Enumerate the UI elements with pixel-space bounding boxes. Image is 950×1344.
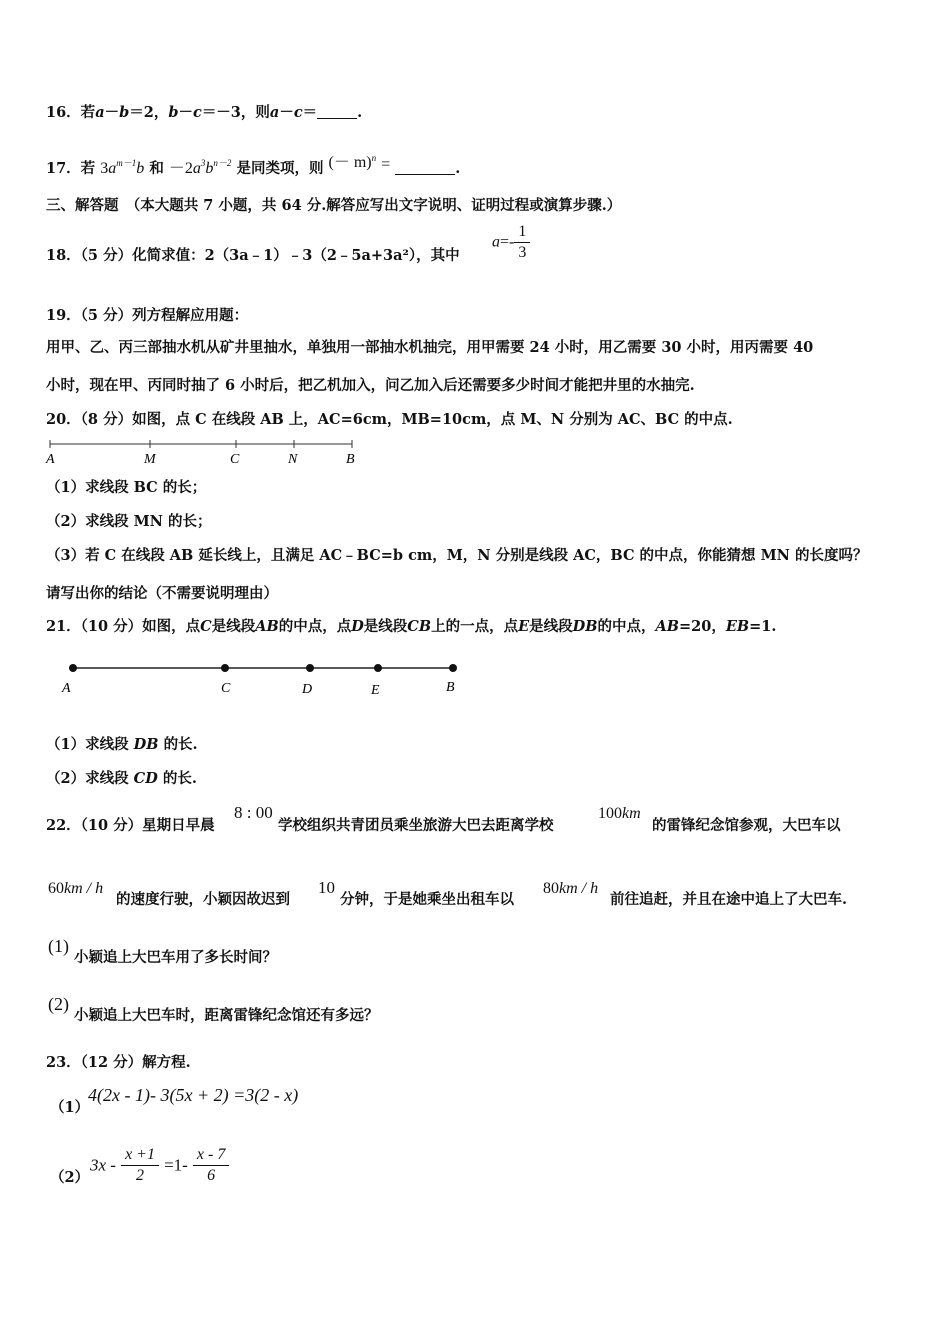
label-a: A xyxy=(62,681,71,696)
question-22-line1c: 的雷锋纪念馆参观，大巴车以 xyxy=(652,817,841,834)
q22-speed1: 60km / h xyxy=(48,880,104,897)
question-22-line2a: 的速度行驶，小颖因故迟到 xyxy=(116,891,290,908)
question-23-title: 23．（12 分）解方程. xyxy=(46,1054,191,1071)
question-20-title: 20．（8 分）如图，点 C 在线段 AB 上，AC=6cm，MB=10cm，点 M、N 分别为 AC、BC 的中点. xyxy=(46,411,733,428)
label-c: C xyxy=(221,681,231,696)
q21-segment-figure xyxy=(56,658,476,700)
q20-segment-figure xyxy=(44,438,364,468)
question-21: 21．（10 分）如图，点C是线段AB的中点，点D是线段CB上的一点，点E是线段DB的中点，AB=20，EB=1. xyxy=(46,618,777,635)
question-18: 18．（5 分）化简求值：2（3a﹣1）﹣3（2﹣5a+3a²），其中 xyxy=(46,247,460,264)
label-b: B xyxy=(346,452,355,467)
label-b: B xyxy=(446,680,455,695)
question-16: 16．若a－b＝2，b－c＝－3，则a－c＝ . xyxy=(46,104,363,121)
q23-part1-label: （1） xyxy=(50,1099,90,1116)
question-20-part1: （1）求线段 BC 的长； xyxy=(46,479,207,496)
question-20-part3: （3）若 C 在线段 AB 延长线上，且满足 AC﹣BC=b cm，M，N 分别是线段 AC，BC 的中点，你能猜想 MN 的长度吗？ xyxy=(46,547,868,564)
q18-value: a=- $\frac{1}{3}$ xyxy=(492,222,530,263)
question-19-line1: 用甲、乙、丙三部抽水机从矿井里抽水，单独用一部抽水机抽完，用甲需要 24 小时，用乙需要 30 小时，用丙需要 40 xyxy=(46,339,814,356)
question-22-part2: 小颖追上大巴车时，距离雷锋纪念馆还有多远？ xyxy=(74,1007,379,1024)
label-m: M xyxy=(144,452,156,467)
section-3-heading: 三、解答题 （本大题共 7 小题，共 64 分.解答应写出文字说明、证明过程或演算步骤.） xyxy=(46,197,622,214)
q22-part2-label: (2) xyxy=(48,994,69,1014)
label-c: C xyxy=(230,452,240,467)
question-22-line2b: 分钟，于是她乘坐出租车以 xyxy=(340,891,514,908)
label-a: A xyxy=(46,452,55,467)
question-21-part2: （2）求线段 CD 的长. xyxy=(46,770,197,787)
answer-blank xyxy=(395,174,455,175)
question-20-part3-cont: 请写出你的结论（不需要说明理由） xyxy=(46,585,278,602)
q22-distance: 100km xyxy=(598,805,641,822)
question-21-part1: （1）求线段 DB 的长. xyxy=(46,736,198,753)
label-d: D xyxy=(302,682,313,697)
answer-blank xyxy=(317,118,357,119)
question-17: 17．若 $3a^{m-1}b$ 和 $-2a^3b^{n-2}$ 是同类项，则 (－ m)$^n$ = . xyxy=(46,153,461,177)
label-e: E xyxy=(371,683,380,698)
question-19-title: 19．（5 分）列方程解应用题： xyxy=(46,307,249,324)
question-22-line2c: 前往追赶，并且在途中追上了大巴车. xyxy=(610,891,848,908)
question-20-part2: （2）求线段 MN 的长； xyxy=(46,513,212,530)
q23-part2-label: （2） xyxy=(50,1169,90,1186)
q22-speed2: 80km / h xyxy=(543,880,599,897)
question-22-line1: 22．（10 分）星期日早晨 xyxy=(46,817,215,834)
label-n: N xyxy=(288,452,298,467)
question-19-line2: 小时，现在甲、丙同时抽了 6 小时后，把乙机加入，问乙加入后还需要多少时间才能把井里的水抽完. xyxy=(46,377,695,394)
question-22-part1: 小颖追上大巴车用了多长时间？ xyxy=(74,949,277,966)
q22-part1-label: (1) xyxy=(48,936,69,956)
q22-delay: 10 xyxy=(318,878,335,897)
q22-time: 8 : 00 xyxy=(234,803,273,822)
q23-equation-1: 4(2x - 1)- 3(5x + 2) =3(2 - x) xyxy=(88,1085,299,1105)
question-22-line1b: 学校组织共青团员乘坐旅游大巴去距离学校 xyxy=(278,817,554,834)
q23-equation-2: 3x - $\frac{x +1}{2}$ =1- $\frac{x - 7}{6}$ xyxy=(90,1145,229,1186)
